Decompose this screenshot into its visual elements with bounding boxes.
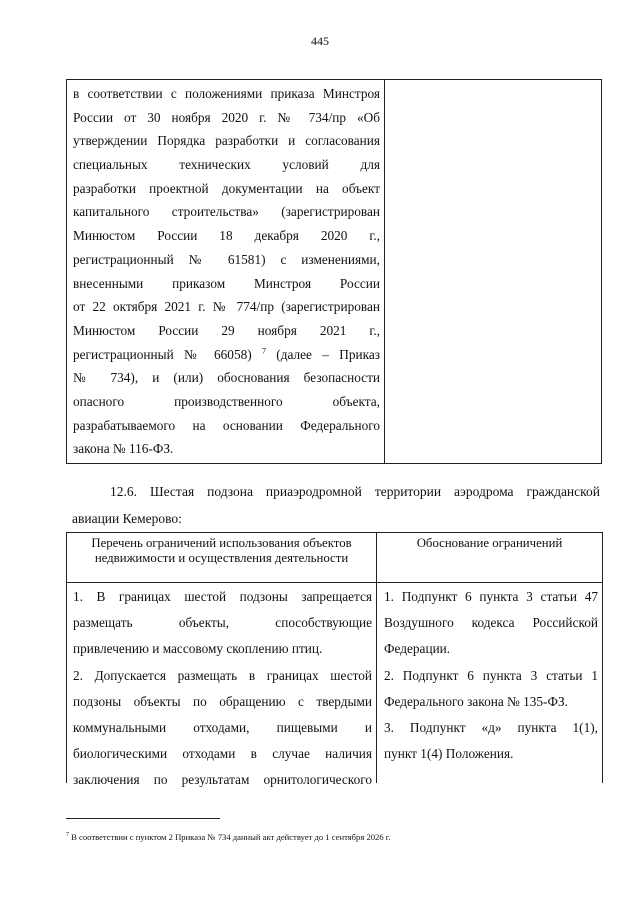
- text-line: биологическими отходами в случае наличия: [73, 746, 372, 762]
- text-line: в соответствии с положениями приказа Минстроя: [73, 86, 380, 101]
- text-line: разработки проектной документации на объект: [73, 180, 380, 196]
- text-line: коммунальными отходами, пищевыми и: [73, 719, 372, 735]
- text-line: России от 30 ноября 2020 г. № 734/пр «Об: [73, 109, 380, 125]
- text-line: закона № 116-ФЗ.: [73, 441, 174, 457]
- header-justification: Обоснование ограничений: [416, 536, 563, 550]
- text-line: опасного производственного объекта,: [73, 393, 380, 409]
- text-line: заключения по результатам орнитологического: [73, 772, 372, 788]
- footnote-mark: 7: [66, 832, 69, 839]
- text-line: 3. Подпункт «д» пункта 1(1),: [384, 719, 598, 735]
- text-line-with-footnote: [73, 343, 380, 367]
- text-line: Федерации.: [384, 641, 451, 657]
- section-heading: [66, 478, 600, 532]
- restrictions-cell: [67, 584, 376, 794]
- continuation-table-right-cell: [385, 80, 601, 463]
- footnote-reference[interactable]: 7: [261, 346, 266, 356]
- text-line: 2. Подпункт 6 пункта 3 статьи 1: [384, 667, 598, 683]
- text-line: от 22 октября 2021 г. № 774/пр (зарегистрирован: [73, 299, 380, 315]
- text-fragment: регистрационный № 66058): [73, 346, 252, 362]
- text-line: внесенными приказом Минстроя России: [73, 275, 380, 291]
- section-heading-line: 12.6. Шестая подзона приаэродромной территории аэродрома гражданской: [110, 484, 600, 499]
- text-line: капитального строительства» (зарегистрирован: [73, 204, 380, 220]
- page-number: 445: [311, 34, 329, 48]
- text-line: специальных технических условий для: [73, 157, 380, 173]
- footnote-separator: [66, 818, 220, 819]
- header-restrictions-list: Перечень ограничений использования объектов недвижимости и осуществления деятельности: [91, 536, 352, 565]
- text-fragment: (далее – Приказ: [276, 346, 380, 362]
- text-line: привлечению и массовому скоплению птиц.: [73, 641, 323, 657]
- text-line: 1. В границах шестой подзоны запрещается: [73, 589, 372, 604]
- text-line: 1. Подпункт 6 пункта 3 статьи 47: [384, 589, 598, 604]
- text-line: Минюстом России 18 декабря 2020 г.,: [73, 228, 380, 244]
- text-line: Воздушного кодекса Российской: [384, 615, 598, 631]
- text-line: пункт 1(4) Положения.: [384, 746, 514, 762]
- justification-cell: [377, 584, 602, 767]
- section-heading-line: авиации Кемерово:: [72, 511, 182, 526]
- footnote: [66, 831, 606, 843]
- continuation-table-left-cell: [67, 80, 385, 463]
- text-line: подзоны объекты по обращению с твердыми: [73, 693, 372, 709]
- text-line: 2. Допускается размещать в границах шестой: [73, 667, 372, 683]
- footnote-text: В соответствии с пунктом 2 Приказа № 734 данный акт действует до 1 сентября 2026 г.: [71, 832, 391, 842]
- text-line: регистрационный № 61581) с изменениями,: [73, 251, 380, 267]
- text-line: Федерального закона № 135-ФЗ.: [384, 693, 568, 709]
- restrictions-table: [66, 532, 603, 788]
- text-line: утверждении Порядка разработки и согласования: [73, 133, 380, 149]
- text-line: разрабатываемого на основании Федерального: [73, 417, 380, 433]
- text-line: размещать объекты, способствующие: [73, 615, 372, 631]
- text-line: Минюстом России 29 ноября 2021 г.,: [73, 322, 380, 338]
- text-line: № 734), и (или) обоснования безопасности: [73, 370, 380, 386]
- continuation-table: [66, 79, 602, 464]
- table-header: [67, 533, 602, 583]
